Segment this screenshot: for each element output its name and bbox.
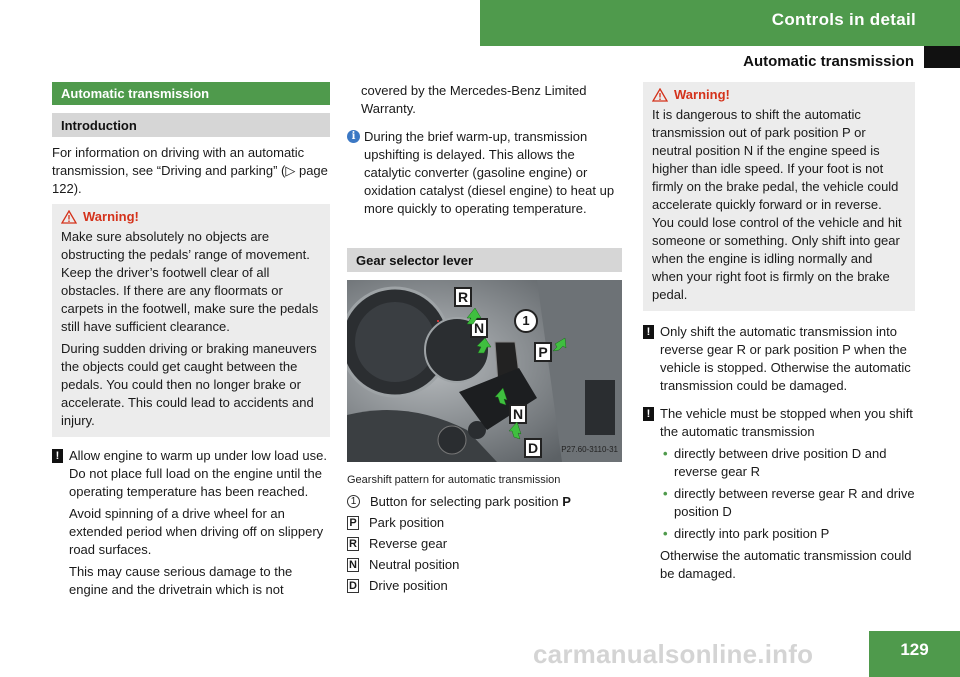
caution-note	[643, 323, 915, 395]
subsection-heading: Gear selector lever	[347, 248, 622, 272]
note-paragraph: Allow engine to warm up under low load use. Do not place full load on the engine until the operating temperature has been reached.	[69, 448, 327, 499]
legend-key: P	[347, 516, 359, 530]
list-item: • directly between reverse gear R and drive position D	[663, 486, 915, 519]
bullet-icon: •	[663, 446, 668, 461]
legend-item	[347, 491, 622, 512]
figure-caption: Gearshift pattern for automatic transmission	[347, 474, 561, 486]
arrow-overlay	[347, 280, 622, 462]
continued-paragraph: covered by the Mercedes-Benz Limited Warranty.	[361, 83, 587, 116]
legend-text: Park position	[369, 514, 445, 530]
callout-r: R	[454, 287, 472, 307]
callout-d: D	[524, 438, 542, 458]
list-item: • directly into park position P	[663, 526, 830, 541]
section-heading: Automatic transmission	[52, 82, 330, 105]
note-paragraph: Only shift the automatic transmission into reverse gear R or park position P when the vehicle is stopped. Otherwise the automatic transmission could be damaged.	[660, 324, 911, 393]
legend-item	[347, 554, 622, 575]
legend-key: N	[347, 558, 359, 572]
note-paragraph: The vehicle must be stopped when you shift the automatic transmission	[660, 406, 913, 439]
legend-item	[347, 512, 622, 533]
callout-n2: N	[509, 404, 527, 424]
bullet-icon: •	[663, 526, 668, 541]
legend-text: Drive position	[369, 577, 448, 593]
exclamation-icon: !	[643, 407, 654, 421]
arrow-n-icon	[477, 338, 491, 353]
column-right	[643, 82, 915, 587]
warning-title: Warning!	[674, 87, 730, 102]
watermark: carmanualsonline.info	[533, 639, 814, 669]
caution-note	[643, 405, 915, 583]
warning-header	[61, 208, 321, 226]
exclamation-icon: !	[52, 449, 63, 463]
column-middle	[347, 82, 622, 596]
legend-text: Reverse gear	[369, 535, 448, 551]
gear-selector-photo	[347, 280, 622, 462]
legend-key: R	[347, 537, 359, 551]
warning-header	[652, 86, 906, 104]
info-paragraph: During the brief warm-up, transmission upshifting is delayed. This allows the catalytic converter (gasoline engine) or oxidation catalyst (diesel engine) to heat up more quickly to operating temperature.	[364, 129, 615, 216]
warning-paragraph: It is dangerous to shift the automatic transmission out of park position P or neutral position N if the engine speed is higher than idle speed. If your foot is not firmly on the brake pedal, the vehicle could accelerate quickly forward or in reverse. You could lose control of the vehicle and hit someone or something. Only shift into gear when the engine is idling normally and when your right foot is firmly on the brake pedal.	[652, 107, 902, 302]
warning-paragraph: During sudden driving or braking maneuvers the objects could get caught between the pedals. You could then no longer brake or accelerate. This could lead to accidents and injury.	[61, 341, 317, 428]
section-title: Controls in detail	[771, 10, 916, 29]
warning-triangle-icon	[652, 88, 668, 102]
legend-item	[347, 533, 622, 554]
figure-reference: P27.60-3110-31	[561, 445, 618, 454]
subsection-heading: Introduction	[52, 113, 330, 137]
intro-paragraph: For information on driving with an automatic transmission, see “Driving and parking” (▷ page 122).	[52, 145, 328, 196]
bullet-icon: •	[663, 486, 668, 501]
info-note	[347, 128, 622, 218]
warning-box	[643, 82, 915, 311]
legend-key: 1	[347, 495, 360, 508]
note-paragraph: Avoid spinning of a drive wheel for an extended period when driving off on slippery road surfaces.	[69, 506, 324, 557]
caution-note	[52, 447, 330, 599]
arrow-p-icon	[553, 338, 566, 351]
legend-text: Button for selecting park position P	[370, 493, 571, 509]
arrow-n2-icon	[495, 388, 507, 405]
legend-key: D	[347, 579, 359, 593]
legend-item	[347, 575, 622, 596]
subsection-title: Automatic transmission	[743, 53, 914, 70]
legend-text: Neutral position	[369, 556, 460, 572]
legend-list	[347, 491, 622, 596]
warning-triangle-icon	[61, 210, 77, 224]
callout-1: 1	[514, 309, 538, 333]
arrow-d-icon	[509, 422, 521, 439]
warning-paragraph: Make sure absolutely no objects are obstructing the pedals’ range of movement. Keep the driver’s footwell clear of all obstacles. If there are any floormats or carpets in the footwell, make sure the pedals still have sufficient clearance.	[61, 229, 319, 334]
page-number: 129	[869, 631, 960, 677]
callout-p: P	[534, 342, 552, 362]
exclamation-icon: !	[643, 325, 654, 339]
note-paragraph: Otherwise the automatic transmission could be damaged.	[660, 548, 912, 581]
arrow-r-icon	[467, 308, 481, 324]
note-paragraph: This may cause serious damage to the engine and the drivetrain which is not	[69, 564, 293, 597]
callout-n: N	[470, 318, 488, 338]
warning-title: Warning!	[83, 209, 139, 224]
warning-box	[52, 204, 330, 437]
column-left	[52, 82, 330, 603]
list-item: • directly between drive position D and reverse gear R	[663, 446, 887, 479]
thumb-tab	[924, 46, 960, 68]
info-icon: i	[347, 130, 360, 143]
